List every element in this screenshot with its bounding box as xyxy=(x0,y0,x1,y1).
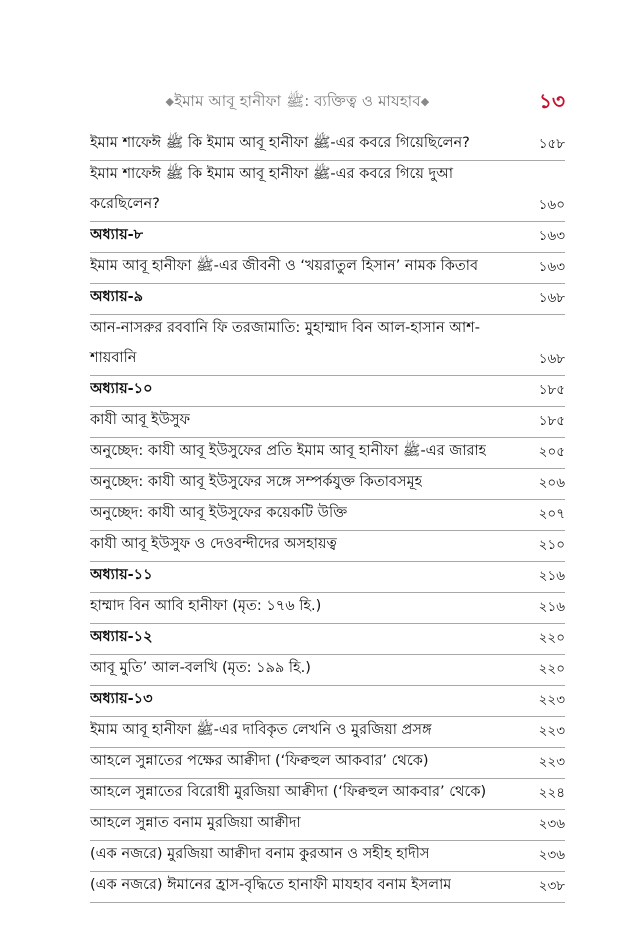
running-title-text: ইমাম আবূ হানীফা ﷺ: ব্যক্তিত্ব ও মাযহাব xyxy=(174,92,421,110)
diamond-ornament-left: ◆ xyxy=(165,95,175,108)
toc-entry xyxy=(90,748,565,779)
toc-entry-page: ১৬৮ xyxy=(538,351,565,367)
toc-entry-page: ২৩৮ xyxy=(538,878,565,894)
toc-chapter-heading xyxy=(90,686,565,717)
toc-entry-page: ২৩৬ xyxy=(538,847,565,863)
toc-entry xyxy=(90,810,565,841)
toc-entry xyxy=(90,779,565,810)
toc-entry-title: (এক নজরে) মুরজিয়া আক্বীদা বনাম কুরআন ও সহীহ হাদীস xyxy=(90,846,430,862)
toc-entry xyxy=(90,438,565,469)
toc-entry xyxy=(90,253,565,284)
page-header xyxy=(90,90,565,116)
toc-entry xyxy=(90,872,565,903)
toc-entry-title: আহলে সুন্নাতের পক্ষের আক্বীদা (‘ফিক্বহুল আকবার’ থেকে) xyxy=(90,753,429,769)
toc-entry-page: ১৬৩ xyxy=(538,259,565,275)
toc-entry-title: অনুচ্ছেদ: কাযী আবূ ইউসুফের কয়েকটি উক্তি xyxy=(90,505,348,521)
toc-entry-page: ১৬০ xyxy=(538,197,565,213)
toc-entry xyxy=(90,407,565,438)
toc-entry-title: কাযী আবূ ইউসুফ xyxy=(90,412,191,428)
toc-chapter-heading xyxy=(90,624,565,655)
toc-entry-page: ২১৬ xyxy=(538,568,565,584)
chapter-title: অধ্যায়-৮ xyxy=(90,227,144,243)
toc-entry-title: আবূ মুতি’ আল-বলখি (মৃত: ১৯৯ হি.) xyxy=(90,660,311,676)
table-of-contents xyxy=(90,130,565,903)
toc-entry xyxy=(90,469,565,500)
toc-entry-title: ইমাম আবূ হানীফা ﷺ-এর জীবনী ও ‘খয়রাতুল হিসান’ নামক কিতাব xyxy=(90,258,479,274)
toc-entry-page: ১৬৩ xyxy=(538,228,565,244)
toc-entry xyxy=(90,161,565,222)
toc-chapter-heading xyxy=(90,284,565,315)
toc-entry xyxy=(90,315,565,376)
toc-entry-page: ১৬৮ xyxy=(538,290,565,306)
toc-entry-page: ২১৬ xyxy=(538,599,565,615)
toc-entry-title: হাম্মাদ বিন আবি হানীফা (মৃত: ১৭৬ হি.) xyxy=(90,598,322,614)
toc-entry-page: ১৮৫ xyxy=(538,382,565,398)
toc-entry-title: আহলে সুন্নাত বনাম মুরজিয়া আক্বীদা xyxy=(90,815,301,831)
toc-chapter-heading xyxy=(90,562,565,593)
toc-entry-title-line1: ইমাম শাফেঈ ﷺ কি ইমাম আবূ হানীফা ﷺ-এর কবরে গিয়ে দুআ xyxy=(90,166,454,182)
toc-entry-page: ১৮৫ xyxy=(538,413,565,429)
toc-entry-title-line2: শায়বানি xyxy=(90,350,137,366)
toc-entry-page: ২২০ xyxy=(538,630,565,646)
toc-entry-title-line1: আন-নাসরুর রববানি ফি তরজামাতি: মুহাম্মাদ বিন আল-হাসান আশ- xyxy=(90,320,480,336)
toc-entry-title: ইমাম শাফেঈ ﷺ কি ইমাম আবূ হানীফা ﷺ-এর কবরে গিয়েছিলেন? xyxy=(90,135,470,151)
toc-entry xyxy=(90,717,565,748)
toc-entry-page: ২২৪ xyxy=(538,785,565,801)
toc-entry-page: ২২০ xyxy=(538,661,565,677)
toc-entry-page: ২১০ xyxy=(538,537,565,553)
chapter-title: অধ্যায়-৯ xyxy=(90,289,144,305)
toc-entry-page: ২০৭ xyxy=(538,506,565,522)
toc-entry-page: ২০৫ xyxy=(538,444,565,460)
chapter-title: অধ্যায়-১২ xyxy=(90,629,153,645)
toc-chapter-heading xyxy=(90,222,565,253)
toc-entry-title: অনুচ্ছেদ: কাযী আবূ ইউসুফের সঙ্গে সম্পর্কযুক্ত কিতাবসমূহ xyxy=(90,474,423,490)
chapter-title: অধ্যায়-১০ xyxy=(90,381,153,397)
toc-entry-title: আহলে সুন্নাতের বিরোধী মুরজিয়া আক্বীদা (‘ফিক্বহুল আকবার’ থেকে) xyxy=(90,784,487,800)
toc-entry-title: কাযী আবূ ইউসুফ ও দেওবন্দীদের অসহায়ত্ব xyxy=(90,536,337,552)
toc-entry-page: ২২৩ xyxy=(538,723,565,739)
toc-entry-page: ২২৩ xyxy=(538,692,565,708)
toc-entry xyxy=(90,841,565,872)
toc-entry-page: ২৩৬ xyxy=(538,816,565,832)
toc-entry xyxy=(90,531,565,562)
toc-entry xyxy=(90,130,565,161)
toc-entry-title: ইমাম আবূ হানীফা ﷺ-এর দাবিকৃত লেখনি ও মুরজিয়া প্রসঙ্গ xyxy=(90,722,432,738)
chapter-title: অধ্যায়-১১ xyxy=(90,567,153,583)
diamond-ornament-right: ◆ xyxy=(420,95,430,108)
toc-entry xyxy=(90,500,565,531)
page-number: ১৩ xyxy=(539,89,565,113)
toc-entry xyxy=(90,655,565,686)
toc-entry-title: (এক নজরে) ঈমানের হ্রাস-বৃদ্ধিতে হানাফী মাযহাব বনাম ইসলাম xyxy=(90,877,452,893)
toc-entry-page: ২০৬ xyxy=(538,475,565,491)
toc-entry xyxy=(90,593,565,624)
toc-entry-page: ২২৩ xyxy=(538,754,565,770)
toc-entry-page: ১৫৮ xyxy=(538,136,565,152)
running-title xyxy=(90,90,505,115)
toc-entry-title: অনুচ্ছেদ: কাযী আবূ ইউসুফের প্রতি ইমাম আবূ হানীফা ﷺ-এর জারাহ xyxy=(90,443,487,459)
toc-entry-title-line2: করেছিলেন? xyxy=(90,196,160,212)
chapter-title: অধ্যায়-১৩ xyxy=(90,691,153,707)
toc-chapter-heading xyxy=(90,376,565,407)
